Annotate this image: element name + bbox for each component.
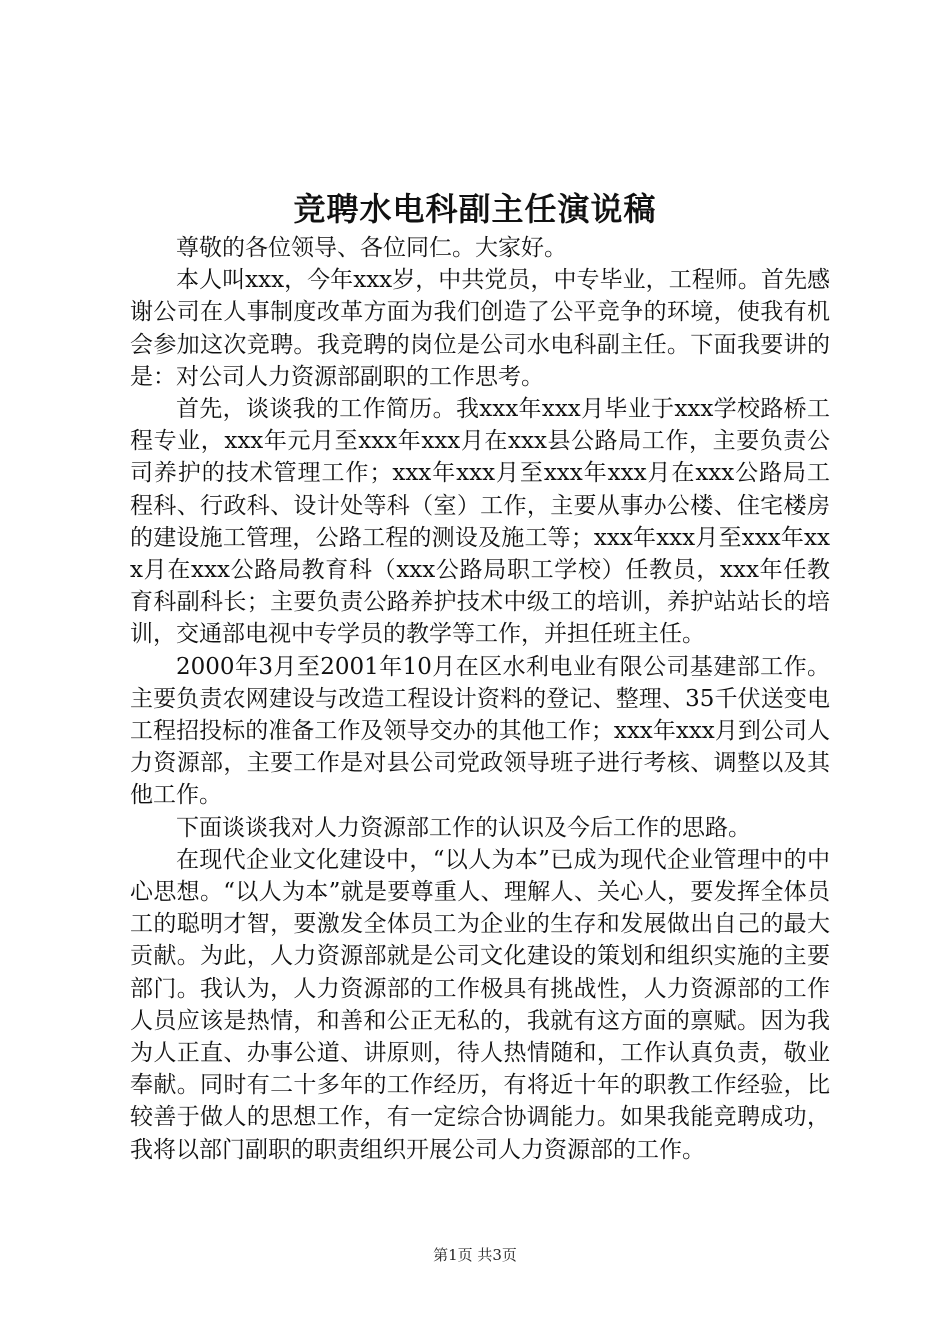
page-footer: 第1页 共3页 [433,1246,517,1264]
document-title: 竞聘水电科副主任演说稿 [293,190,657,228]
paragraph-transition: 下面谈谈我对人力资源部工作的认识及今后工作的思路。 [176,814,751,841]
paragraph-introduction: 本人叫xxx，今年xxx岁，中共党员，中专毕业，工程师。首先感谢公司在人事制度改革方面为我们创造了公平竞争的环境，使我有机会参加这次竞聘。我竞聘的岗位是公司水电科副主任。下面我要讲的是：对公司人力资源部副职的工作思考。 [130,267,830,390]
document-body [130,232,830,1166]
paragraph-work-history: 首先，谈谈我的工作简历。我xxx年xxx月毕业于xxx学校路桥工程专业，xxx年元月至xxx年xxx月在xxx县公路局工作，主要负责公司养护的技术管理工作；xxx年xxx月至xxx年xxx月在xxx公路局工程科、行政科、设计处等科（室）工作，主要从事办公楼、住宅楼房的建设施工管理，公路工程的测设及施工等；xxx年xxx月至xxx年xxx月在xxx公路局教育科（xxx公路局职工学校）任教员，xxx年任教育科副科长；主要负责公路养护技术中级工的培训，养护站站长的培训，交通部电视中专学员的教学等工作，并担任班主任。 [130,396,830,648]
paragraph-greeting: 尊敬的各位领导、各位同仁。大家好。 [176,235,567,261]
paragraph-hr-vision: 在现代企业文化建设中，“以人为本”已成为现代企业管理中的中心思想。“以人为本”就是要尊重人、理解人、关心人，要发挥全体员工的聪明才智，要激发全体员工为企业的生存和发展做出自己的最大贡献。为此，人力资源部就是公司文化建设的策划和组织实施的主要部门。我认为，人力资源部的工作极具有挑战性，人力资源部的工作人员应该是热情，和善和公正无私的，我就有这方面的禀赋。因为我为人正直、办事公道、讲原则，待人热情随和，工作认真负责，敬业奉献。同时有二十多年的工作经历，有将近十年的职教工作经验，比较善于做人的思想工作，有一定综合协调能力。如果我能竞聘成功，我将以部门副职的职责组织开展公司人力资源部的工作。 [130,846,830,1163]
paragraph-recent-work: 2000年3月至2001年10月在区水利电业有限公司基建部工作。主要负责农网建设与改造工程设计资料的登记、整理、35千伏送变电工程招投标的准备工作及领导交办的其他工作；xxx年xxx月到公司人力资源部，主要工作是对县公司党政领导班子进行考核、调整以及其他工作。 [130,653,830,809]
